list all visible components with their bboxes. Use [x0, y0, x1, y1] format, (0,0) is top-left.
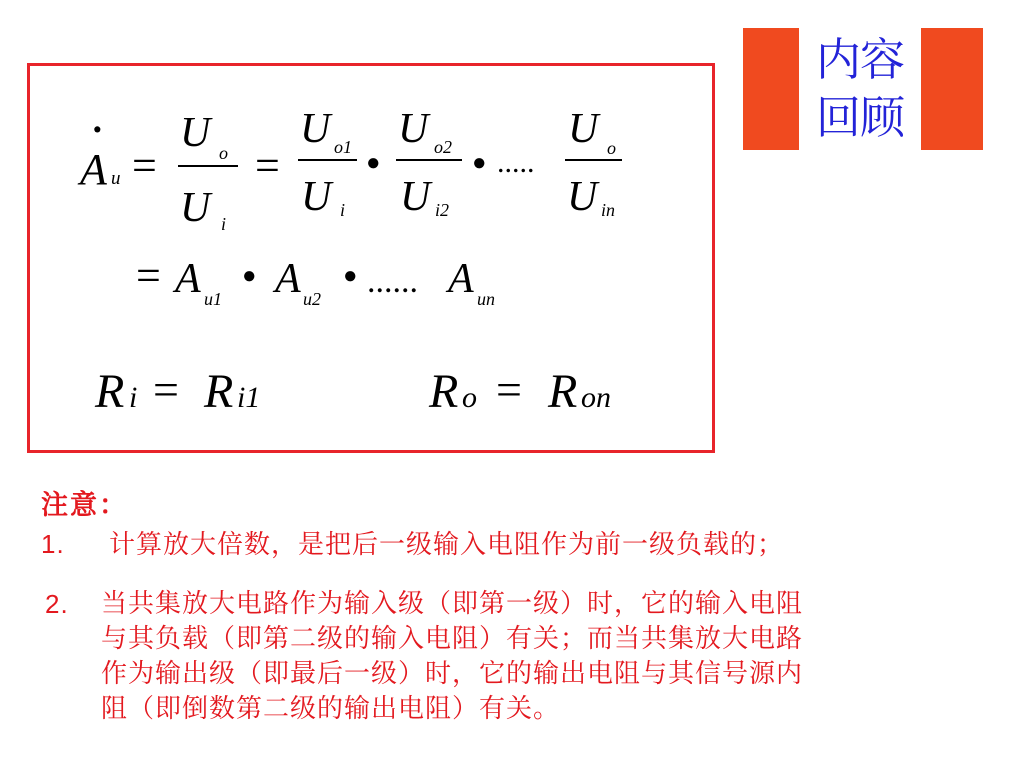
- stage1-input-resistance-sub: i1: [237, 381, 261, 414]
- equals-sign: =: [153, 364, 179, 415]
- stage1-input-resistance: R: [204, 365, 234, 418]
- output-resistance: R: [429, 365, 459, 418]
- gain-symbol-sub: u: [111, 168, 121, 189]
- frac2-denominator-sub: i: [340, 200, 346, 220]
- equals-sign: =: [496, 364, 522, 415]
- bullet-operator: ●: [242, 263, 257, 289]
- notes-title: 注意：: [41, 490, 128, 521]
- frac1-numerator: U: [180, 110, 211, 156]
- frac4-numerator: U: [568, 106, 599, 152]
- note-item-1-number: 1.: [41, 529, 65, 559]
- note-item-2-body: [101, 587, 1001, 727]
- stage1-gain: A: [175, 256, 201, 302]
- note-item-2-line: 与其负载（即第二级的输入电阻）有关；而当共集放大电路: [101, 624, 804, 654]
- ellipsis: .....: [497, 146, 535, 179]
- last-stage-output-resistance-sub: on: [581, 381, 611, 414]
- badge-line-1: 内容: [815, 33, 904, 86]
- stage2-gain-sub: u2: [303, 289, 321, 309]
- frac4-numerator-sub: o: [607, 138, 616, 158]
- frac4-denominator: U: [567, 174, 598, 220]
- equals-sign: =: [132, 141, 157, 190]
- note-item-1: [41, 527, 784, 563]
- gain-symbol: A: [80, 145, 107, 194]
- frac3-denominator: U: [400, 174, 431, 220]
- frac2-numerator-sub: o1: [334, 137, 352, 157]
- bullet-operator: ●: [366, 150, 381, 176]
- input-resistance: R: [95, 365, 125, 418]
- stage1-gain-sub: u1: [204, 289, 222, 309]
- note-item-2: [45, 587, 804, 724]
- frac1-numerator-sub: o: [219, 143, 228, 163]
- stage-n-gain-sub: un: [477, 289, 495, 309]
- note-item-1-text: 计算放大倍数，是把后一级输入电阻作为前一级负载的；: [109, 530, 785, 560]
- notes-section: [41, 483, 1001, 724]
- equals-sign: =: [136, 251, 161, 300]
- input-resistance-sub: i: [129, 381, 138, 414]
- frac3-numerator-sub: o2: [434, 137, 452, 157]
- frac2-denominator: U: [301, 174, 332, 220]
- last-stage-output-resistance: R: [548, 365, 578, 418]
- frac3-denominator-sub: i2: [435, 200, 450, 220]
- equals-sign: =: [255, 141, 280, 190]
- note-item-2-line: 阻（即倒数第二级的输出电阻）有关。: [101, 694, 561, 724]
- gain-dot-mark: ·: [91, 109, 104, 151]
- bullet-operator: ●: [472, 150, 487, 176]
- badge-line-2: 回顾: [815, 91, 904, 144]
- note-item-2-line: 作为输出级（即最后一级）时，它的输出电阻与其信号源内: [101, 659, 804, 689]
- frac3-numerator: U: [398, 106, 429, 152]
- ellipsis: ......: [367, 263, 418, 300]
- output-resistance-sub: o: [462, 381, 477, 414]
- bullet-operator: ●: [343, 263, 358, 289]
- frac1-denominator: U: [180, 185, 211, 231]
- stage-n-gain: A: [448, 256, 474, 302]
- frac4-denominator-sub: in: [601, 200, 616, 220]
- stage2-gain: A: [275, 256, 301, 302]
- note-item-2-number: 2.: [45, 589, 69, 619]
- frac2-numerator: U: [300, 106, 331, 152]
- frac1-denominator-sub: i: [221, 214, 227, 234]
- note-item-2-line: 当共集放大电路作为输入级（即第一级）时，它的输入电阻: [101, 589, 804, 619]
